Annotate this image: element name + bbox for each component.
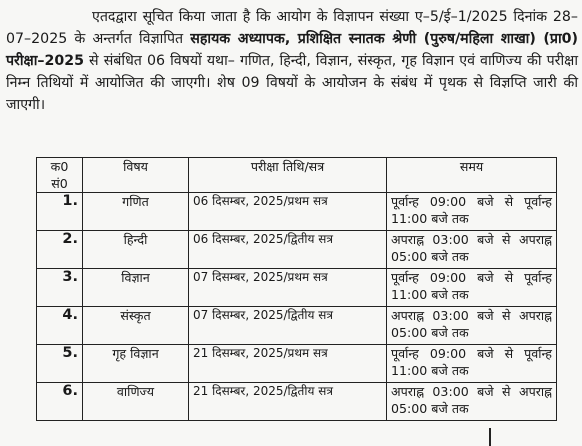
row-subject: विज्ञान <box>83 269 189 307</box>
table-row <box>37 231 557 269</box>
row-date: 21 दिसम्बर, 2025/द्वितीय सत्र <box>189 383 387 421</box>
row-sr: 4. <box>37 307 83 345</box>
header-date: परीक्षा तिथि/सत्र <box>189 158 387 193</box>
notice-post-title: सहायक अध्यापक, प्रशिक्षित स्नातक श्रेणी (पुरुष/महिला शाखा) (प्रा0) परीक्षा–2025 <box>6 31 579 69</box>
row-sr: 5. <box>37 345 83 383</box>
row-subject: संस्कृत <box>83 307 189 345</box>
notice-rest: से संबंधित 06 विषयों यथा– गणित, हिन्दी, विज्ञान, संस्कृत, गृह विज्ञान एवं वाणिज्य की परीक्षा निम्न तिथियों में आयोजित की जाएगी। शेष 09 विषयों के आयोजन के संबंध में पृथक से विज्ञप्ति जारी की जाएगी। <box>6 53 578 113</box>
table-row <box>37 383 557 421</box>
row-sr: 2. <box>37 231 83 269</box>
row-subject: गृह विज्ञान <box>83 345 189 383</box>
row-date: 07 दिसम्बर, 2025/द्वितीय सत्र <box>189 307 387 345</box>
row-date: 06 दिसम्बर, 2025/प्रथम सत्र <box>189 193 387 231</box>
notice-intro: एतदद्वारा सूचित किया जाता है कि आयोग के विज्ञापन संख्या ए–5/ई–1/2025 दिनांक 28–07–2025 के अन्तर्गत विज्ञापित <box>6 9 578 47</box>
notice-paragraph <box>6 6 578 116</box>
header-subject: विषय <box>83 158 189 193</box>
header-sr: क0 सं0 <box>37 158 83 193</box>
header-time: समय <box>387 158 557 193</box>
exam-schedule-table <box>36 157 557 421</box>
table-header-row <box>37 158 557 193</box>
row-date: 21 दिसम्बर, 2025/प्रथम सत्र <box>189 345 387 383</box>
row-date: 07 दिसम्बर, 2025/प्रथम सत्र <box>189 269 387 307</box>
table-row <box>37 307 557 345</box>
table-row <box>37 269 557 307</box>
row-time: अपराह्न 03:00 बजे से अपराह्न 05:00 बजे तक <box>387 231 557 269</box>
row-sr: 3. <box>37 269 83 307</box>
row-time: पूर्वान्ह 09:00 बजे से पूर्वान्ह 11:00 बजे तक <box>387 345 557 383</box>
row-time: पूर्वान्ह 09:00 बजे से पूर्वान्ह 11:00 बजे तक <box>387 269 557 307</box>
row-time: अपराह्न 03:00 बजे से अपराह्न 05:00 बजे तक <box>387 307 557 345</box>
table-row <box>37 345 557 383</box>
row-date: 06 दिसम्बर, 2025/द्वितीय सत्र <box>189 231 387 269</box>
row-sr: 6. <box>37 383 83 421</box>
row-subject: वाणिज्य <box>83 383 189 421</box>
row-sr: 1. <box>37 193 83 231</box>
row-time: पूर्वान्ह 09:00 बजे से पूर्वान्ह 11:00 बजे तक <box>387 193 557 231</box>
pen-mark <box>489 428 491 446</box>
row-time: अपराह्न 03:00 बजे से अपराह्न 05:00 बजे तक <box>387 383 557 421</box>
table-row <box>37 193 557 231</box>
row-subject: हिन्दी <box>83 231 189 269</box>
row-subject: गणित <box>83 193 189 231</box>
